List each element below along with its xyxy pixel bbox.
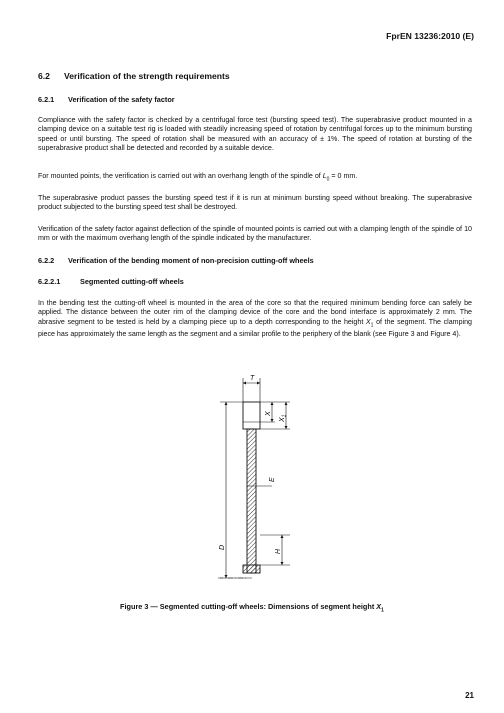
arrowhead (271, 419, 274, 422)
caption-subscript: 1 (381, 607, 384, 614)
subsection-title: Segmented cutting-off wheels (80, 277, 184, 286)
wheel-bore-area (243, 565, 260, 573)
label-H: H (275, 548, 282, 554)
section-number: 6.2 (38, 71, 50, 81)
caption-variable: X (376, 602, 382, 611)
subsection-number: 6.2.2.1 (38, 277, 61, 286)
paragraph-safety-factor: Compliance with the safety factor is checked by a centrifugal force test (bursting speed test). The superabrasive product mounted in a clamping device on a suitable test rig is loaded with steadily increasing speed of rotation by centrifugal forces up to the minimum bursting speed or until bursting. The speed of rotation shall be measured with an accuracy of ± 1%. The speed of rotation at bursting of the superabrasive product shall be detected and recorded by a suitable device. (38, 116, 472, 152)
subsection-title: Verification of the safety factor (68, 95, 175, 104)
arrowhead (281, 562, 284, 565)
figure-caption (0, 602, 504, 613)
text-run: = 0 mm. (329, 172, 358, 180)
text-run: For mounted points, the verification is carried out with an overhang length of the spindle of (38, 172, 323, 180)
label-X1-main: X (279, 417, 286, 422)
arrowhead (243, 382, 246, 385)
subsection-number: 6.2.2 (38, 256, 55, 265)
arrowhead (285, 402, 288, 405)
arrowhead (225, 402, 228, 405)
paragraph-deflection: Verification of the safety factor against deflection of the spindle of mounted points is carried out with a clamping length of the spindle of 10 mm or with the maximum overhang length of the spindle indicated by the manufacturer. (38, 225, 472, 243)
arrowhead (257, 382, 260, 385)
subsection-heading-6-2-2 (38, 256, 314, 265)
variable-X: X (365, 317, 371, 326)
variable-L: L (322, 172, 327, 180)
arrowhead (281, 535, 284, 538)
paragraph-mounted-points (38, 172, 472, 185)
subscript: 1 (370, 322, 374, 328)
subsection-title: Verification of the bending moment of non-precision cutting-off wheels (68, 256, 314, 265)
arrowhead (271, 402, 274, 405)
page-number: 21 (465, 691, 474, 700)
label-D: D (219, 544, 226, 550)
paragraph-pass-criteria: The superabrasive product passes the bursting speed test if it is run at minimum bursting speed without breaking. The superabrasive product subjected to the bursting speed test shall be destroyed. (38, 194, 472, 212)
text-run: In the bending test the cutting-off wheel is mounted in the area of the core so that the required minimum bending force can safely be applied. The distance between the outer rim of the clamping device of the core and the bond interface is approximately 2 mm. The abrasive segment to be tested is held by a clamping piece up to a depth corresponding to the height (38, 299, 472, 326)
subsection-heading-6-2-2-1 (38, 277, 184, 286)
label-X: X (265, 411, 272, 416)
label-E: E (269, 477, 276, 482)
paragraph-bending-test (38, 299, 472, 340)
subsection-heading-6-2-1 (38, 95, 175, 104)
text-run: of the segment. The clamping piece has approximately the same length as the segment and a similar profile to the periphery of the blank (see Figure 3 and Figure 4). (38, 317, 473, 339)
arrowhead (285, 426, 288, 429)
document-header: FprEN 13236:2010 (E) (386, 31, 474, 41)
caption-text: Figure 3 — Segmented cutting-off wheels: Dimensions of segment height (120, 602, 377, 611)
figure-3-diagram (190, 370, 330, 600)
section-title: Verification of the strength requirements (64, 71, 230, 81)
abrasive-segment (243, 402, 260, 429)
subscript: 0 (326, 176, 330, 183)
label-X1-sub: 1 (281, 414, 288, 418)
subsection-number: 6.2.1 (38, 95, 55, 104)
arrowhead (225, 575, 228, 578)
segment-wheel-drawing (190, 370, 330, 600)
wheel-core (247, 429, 256, 573)
section-heading (38, 71, 230, 81)
label-T: T (250, 375, 255, 382)
